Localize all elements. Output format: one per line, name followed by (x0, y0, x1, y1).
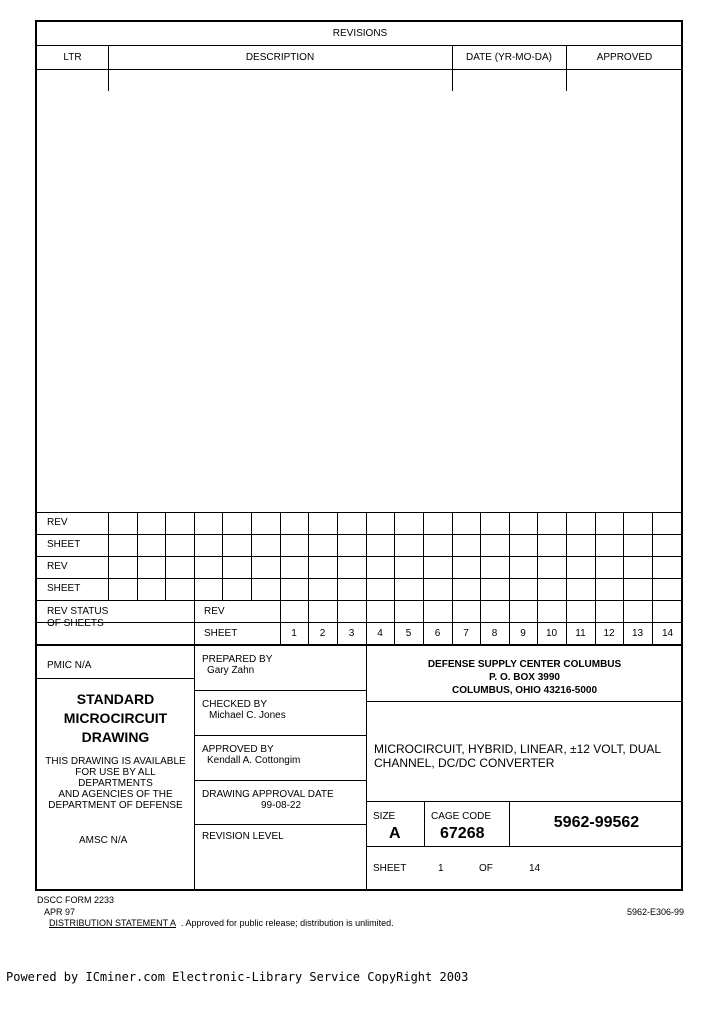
cage-value: 67268 (440, 825, 485, 842)
prepared-label: PREPARED BY (202, 654, 273, 665)
amsc-label: AMSC N/A (79, 835, 128, 846)
approval-date-label: DRAWING APPROVAL DATE (202, 789, 334, 800)
availability-4: AND AGENCIES OF THE (58, 789, 173, 800)
pmic-label: PMIC N/A (47, 660, 92, 671)
approved-label: APPROVED BY (202, 744, 274, 755)
sheet-number: 1 (291, 628, 297, 639)
availability-3: DEPARTMENTS (78, 778, 153, 789)
sheet-number: 3 (348, 628, 355, 639)
doc-code: 5962-E306-99 (627, 907, 685, 917)
revisions-title: REVISIONS (332, 28, 388, 39)
standard-title-2: MICROCIRCUIT (63, 710, 168, 726)
form-number: DSCC FORM 2233 (37, 895, 115, 905)
distribution-text: . Approved for public release; distribution is unlimited. (181, 918, 394, 928)
checked-label: CHECKED BY (202, 699, 268, 710)
sheet-label: SHEET (373, 863, 407, 874)
drawing-number: 5962-99562 (553, 814, 640, 831)
of-value: 14 (529, 863, 541, 874)
sheet-number: 2 (319, 628, 326, 639)
standard-title-1: STANDARD (76, 691, 155, 707)
col-ltr: LTR (63, 52, 82, 63)
agency-line-2: P. O. BOX 3990 (489, 672, 560, 683)
sheet-number: 5 (405, 628, 412, 639)
col-description: DESCRIPTION (245, 52, 315, 63)
availability-5: DEPARTMENT OF DEFENSE (48, 800, 183, 811)
sheet-value: 1 (438, 863, 444, 874)
sheet-number: 14 (661, 628, 674, 639)
approval-date: 99-08-22 (261, 800, 302, 811)
grid-rev-label-3: REV (204, 606, 225, 617)
grid-rev-label-1: REV (47, 517, 68, 528)
agency-line-1: DEFENSE SUPPLY CENTER COLUMBUS (427, 659, 622, 670)
prepared-name: Gary Zahn (207, 665, 255, 676)
grid-rev-label-2: REV (47, 561, 68, 572)
of-label: OF (479, 863, 493, 874)
grid-sheet-label-3: SHEET (204, 628, 238, 639)
powered-by-footer: Powered by ICminer.com Electronic-Library Service CopyRight 2003 (6, 970, 469, 984)
col-date: DATE (YR-MO-DA) (466, 52, 552, 63)
sheet-number: 9 (520, 628, 526, 639)
description-line-1: MICROCIRCUIT, HYBRID, LINEAR, ±12 VOLT, DUAL (374, 742, 662, 756)
availability-2: FOR USE BY ALL (75, 767, 156, 778)
col-approved: APPROVED (596, 52, 653, 63)
size-label: SIZE (373, 811, 396, 822)
sheet-number: 11 (575, 628, 586, 639)
distribution-label: DISTRIBUTION STATEMENT A (49, 918, 177, 928)
availability-1: THIS DRAWING IS AVAILABLE (45, 756, 186, 767)
grid-sheet-label-2: SHEET (47, 583, 81, 594)
sheet-number: 8 (491, 628, 498, 639)
sheet-number: 7 (463, 628, 469, 639)
sheet-number: 12 (603, 628, 615, 639)
cage-label: CAGE CODE (431, 811, 492, 822)
size-value: A (389, 825, 401, 842)
approved-name: Kendall A. Cottongim (207, 755, 301, 766)
grid-sheet-label-1: SHEET (47, 539, 81, 550)
description-line-2: CHANNEL, DC/DC CONVERTER (374, 756, 555, 770)
revision-level-label: REVISION LEVEL (202, 831, 284, 842)
rev-status-label: REV STATUS OF SHEETS (47, 606, 109, 629)
checked-name: Michael C. Jones (209, 710, 286, 721)
agency-line-3: COLUMBUS, OHIO 43216-5000 (451, 685, 598, 696)
sheet-number: 13 (631, 628, 644, 639)
sheet-number: 6 (434, 628, 441, 639)
standard-title-3: DRAWING (81, 729, 150, 745)
sheet-number: 4 (377, 628, 383, 639)
sheet-number: 10 (545, 628, 558, 639)
form-date: APR 97 (44, 907, 76, 917)
